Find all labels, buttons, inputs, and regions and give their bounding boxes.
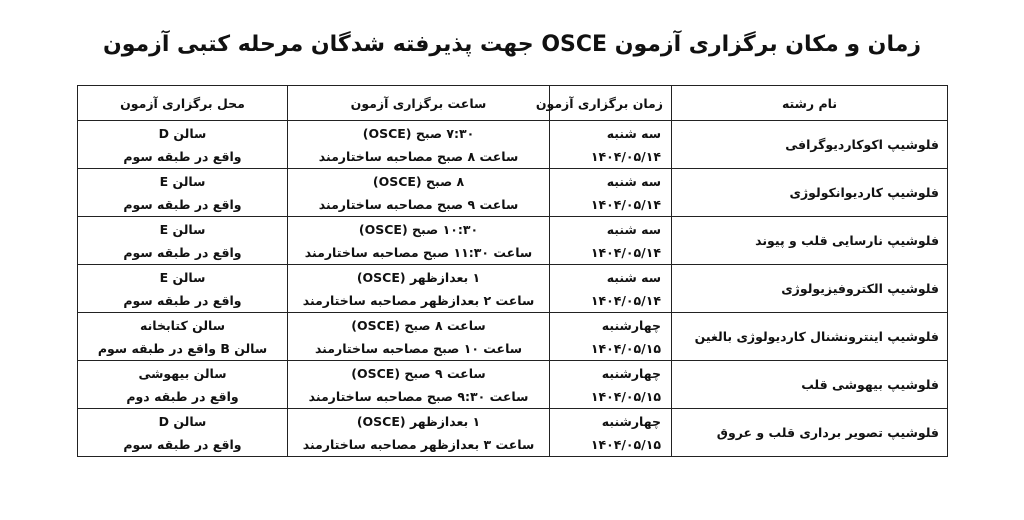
header-field: نام رشته [672,86,948,121]
exam-place-cell [78,265,288,313]
interview-time: ساعت ۲ بعدازظهر مصاحبه ساختارمند [302,292,535,308]
exam-day: سه شنبه [606,269,661,285]
exam-time-cell [288,361,550,409]
exam-date-cell [550,409,672,457]
table-row [78,409,948,457]
floor-info: سالن B واقع در طبقه سوم [97,340,268,356]
interview-time: ساعت ۱۰ صبح مصاحبه ساختارمند [314,340,523,356]
header-place: محل برگزاری آزمون [78,86,288,121]
exam-time-cell [288,409,550,457]
exam-date: ۱۴۰۴/۰۵/۱۵ [590,340,661,356]
field-name-cell: فلوشیپ کاردیوانکولوژی [672,169,948,217]
field-name-cell: فلوشیپ اکوکاردیوگرافی [672,121,948,169]
floor-info: واقع در طبقه دوم [126,388,239,404]
hall-name: سالن E [159,269,206,285]
osce-time: ۱۰:۳۰ صبح (OSCE) [358,221,479,237]
field-name-cell: فلوشیپ الکتروفیزیولوژی [672,265,948,313]
exam-day: چهارشنبه [601,365,661,381]
osce-time: ساعت ۸ صبح (OSCE) [351,317,486,333]
exam-place-cell [78,169,288,217]
hall-name: سالن بیهوشی [138,365,227,381]
exam-place-cell [78,121,288,169]
osce-time: ساعت ۹ صبح (OSCE) [351,365,486,381]
exam-date: ۱۴۰۴/۰۵/۱۴ [590,196,661,212]
floor-info: واقع در طبقه سوم [123,292,242,308]
table-header-row [78,86,948,121]
hall-name: سالن E [159,173,206,189]
osce-time: ۷:۳۰ صبح (OSCE) [362,125,475,141]
exam-day: سه شنبه [606,221,661,237]
osce-time: ۱ بعدازظهر (OSCE) [356,269,481,285]
field-name-cell: فلوشیپ نارسایی قلب و پیوند [672,217,948,265]
exam-place-cell [78,409,288,457]
osce-time: ۱ بعدازظهر (OSCE) [356,413,481,429]
exam-schedule-table [77,85,948,457]
exam-day: سه شنبه [606,125,661,141]
exam-time-cell [288,313,550,361]
exam-date: ۱۴۰۴/۰۵/۱۴ [590,244,661,260]
exam-time-cell [288,121,550,169]
exam-place-cell [78,217,288,265]
field-name-cell: فلوشیپ تصویر برداری قلب و عروق [672,409,948,457]
table-row [78,265,948,313]
exam-date-cell [550,121,672,169]
exam-day: چهارشنبه [601,317,661,333]
interview-time: ساعت ۳ بعدازظهر مصاحبه ساختارمند [302,436,535,452]
hall-name: سالن کتابخانه [139,317,226,333]
interview-time: ساعت ۹:۳۰ صبح مصاحبه ساختارمند [308,388,529,404]
exam-date: ۱۴۰۴/۰۵/۱۵ [590,436,661,452]
exam-time-cell [288,217,550,265]
exam-date-cell [550,313,672,361]
osce-time: ۸ صبح (OSCE) [372,173,465,189]
table-row [78,169,948,217]
floor-info: واقع در طبقه سوم [123,244,242,260]
exam-date-cell [550,217,672,265]
floor-info: واقع در طبقه سوم [123,436,242,452]
interview-time: ساعت ۱۱:۳۰ صبح مصاحبه ساختارمند [304,244,533,260]
floor-info: واقع در طبقه سوم [123,148,242,164]
exam-time-cell [288,169,550,217]
exam-time-cell [288,265,550,313]
exam-date: ۱۴۰۴/۰۵/۱۴ [590,148,661,164]
page-title: زمان و مکان برگزاری آزمون OSCE جهت پذیرفته شدگان مرحله کتبی آزمون [102,32,922,57]
hall-name: سالن D [158,413,207,429]
table-row [78,217,948,265]
exam-place-cell [78,361,288,409]
table-row [78,361,948,409]
exam-place-cell [78,313,288,361]
exam-date-cell [550,361,672,409]
exam-date: ۱۴۰۴/۰۵/۱۴ [590,292,661,308]
interview-time: ساعت ۹ صبح مصاحبه ساختارمند [318,196,519,212]
floor-info: واقع در طبقه سوم [123,196,242,212]
hall-name: سالن D [158,125,207,141]
exam-date-cell [550,265,672,313]
table-row [78,313,948,361]
header-date: زمان برگزاری آزمون [550,86,672,121]
exam-date: ۱۴۰۴/۰۵/۱۵ [590,388,661,404]
exam-day: سه شنبه [606,173,661,189]
field-name-cell: فلوشیپ اینترونشنال کاردیولوژی بالغین [672,313,948,361]
exam-date-cell [550,169,672,217]
hall-name: سالن E [159,221,206,237]
exam-day: چهارشنبه [601,413,661,429]
header-time: ساعت برگزاری آزمون [288,86,550,121]
table-row [78,121,948,169]
field-name-cell: فلوشیپ بیهوشی قلب [672,361,948,409]
interview-time: ساعت ۸ صبح مصاحبه ساختارمند [318,148,519,164]
